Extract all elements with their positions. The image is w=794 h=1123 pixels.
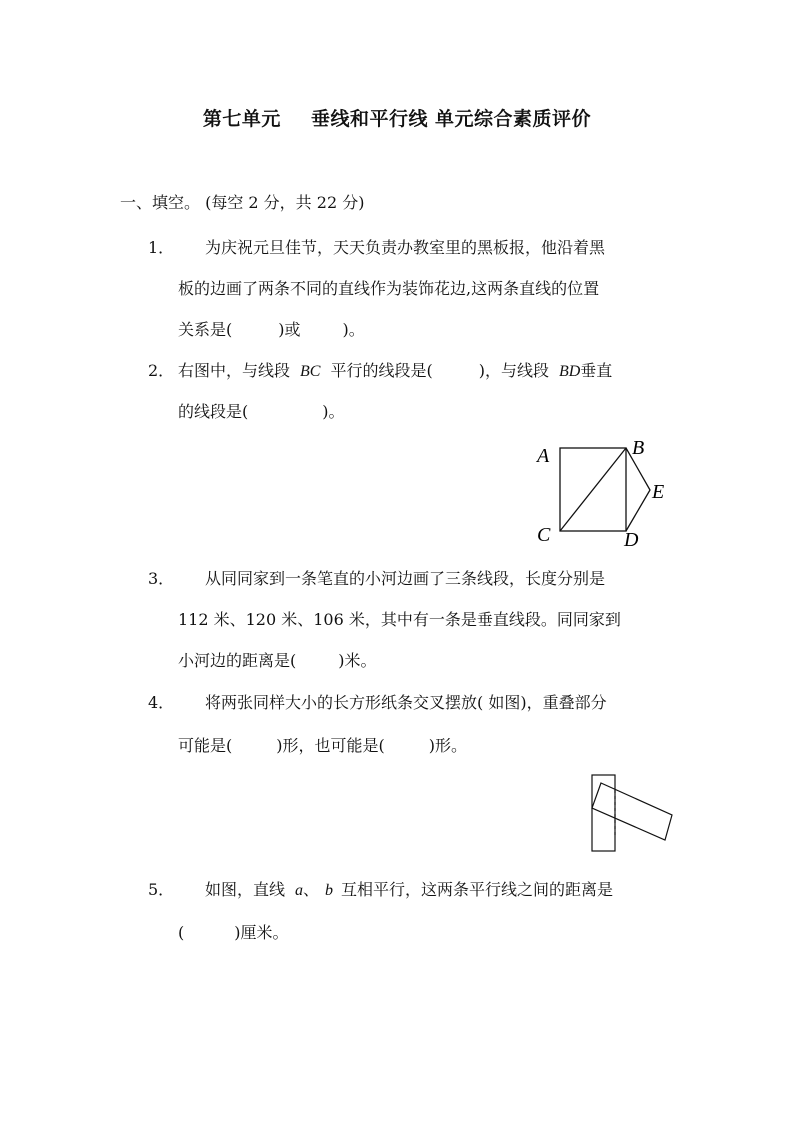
q5-line1: [205, 877, 613, 900]
q4-line2-b: )形，也可能是(: [276, 736, 385, 755]
q2-line2-b: )。: [322, 402, 345, 421]
q2-text-2: 平行的线段是(: [330, 361, 433, 380]
q5-number: 5．: [148, 880, 175, 899]
q1-line3-a: 关系是(: [178, 320, 233, 339]
q2-text-1: 右图中，与线段: [178, 361, 291, 380]
label-c: C: [537, 524, 551, 546]
title-topic: 垂线和平行线 单元综合素质评价: [310, 108, 592, 130]
q2-line2-a: 的线段是(: [178, 402, 249, 421]
label-a: A: [537, 445, 550, 467]
title-unit: 第七单元: [202, 108, 281, 130]
vertical-strip: [592, 775, 615, 851]
q5-line2-a: (: [178, 923, 185, 942]
q2-text-4: 垂直: [580, 361, 613, 380]
q2-number: 2．: [148, 361, 175, 380]
q2-line1: [178, 358, 612, 381]
q4-line2-a: 可能是(: [178, 736, 233, 755]
q5-var-a: a: [295, 882, 304, 899]
q1-line1: 为庆祝元旦佳节，天天负责办教室里的黑板报，他沿着黑: [205, 238, 606, 257]
q1-line3: [178, 317, 365, 340]
q5-line2: [178, 920, 289, 943]
q5-text-2: 、: [303, 880, 320, 899]
label-d: D: [624, 529, 639, 551]
tilted-strip: [592, 783, 672, 840]
triangle-bed: [626, 448, 650, 531]
q5-text-1: 如图，直线: [205, 880, 286, 899]
q2-line2: [178, 399, 345, 422]
q2-var-bc: BC: [300, 363, 321, 380]
q4-line2-c: )形。: [428, 736, 467, 755]
section-heading: 一、填空。 (每空 2 分，共 22 分): [120, 193, 365, 212]
q3-line3-b: )米。: [338, 651, 377, 670]
q3-line1: 从同同家到一条笔直的小河边画了三条线段，长度分别是: [205, 569, 606, 588]
q3-line3-a: 小河边的距离是(: [178, 651, 297, 670]
q2-text-3: )，与线段: [478, 361, 549, 380]
q5-line2-b: )厘米。: [234, 923, 289, 942]
label-e: E: [652, 481, 665, 503]
q1-number: 1．: [148, 238, 175, 257]
q3-number: 3．: [148, 569, 175, 588]
q3-line2: 112 米、120 米、106 米，其中有一条是垂直线段。同同家到: [178, 610, 621, 629]
q3-line3: [178, 648, 377, 671]
q4-line1: 将两张同样大小的长方形纸条交叉摆放( 如图)，重叠部分: [205, 693, 607, 712]
q4-line2: [178, 733, 467, 756]
q5-var-b: b: [325, 882, 334, 899]
q4-number: 4．: [148, 693, 175, 712]
square-abcd: [560, 448, 626, 531]
page-title: [0, 104, 794, 131]
q5-text-3: 互相平行，这两条平行线之间的距离是: [341, 880, 614, 899]
q2-var-bd: BD: [558, 363, 581, 380]
q1-line3-c: )。: [342, 320, 365, 339]
diagonal-bc: [560, 448, 626, 531]
q1-line2: 板的边画了两条不同的直线作为装饰花边,这两条直线的位置: [178, 279, 600, 298]
q1-line3-b: )或: [278, 320, 301, 339]
label-b: B: [632, 437, 645, 459]
